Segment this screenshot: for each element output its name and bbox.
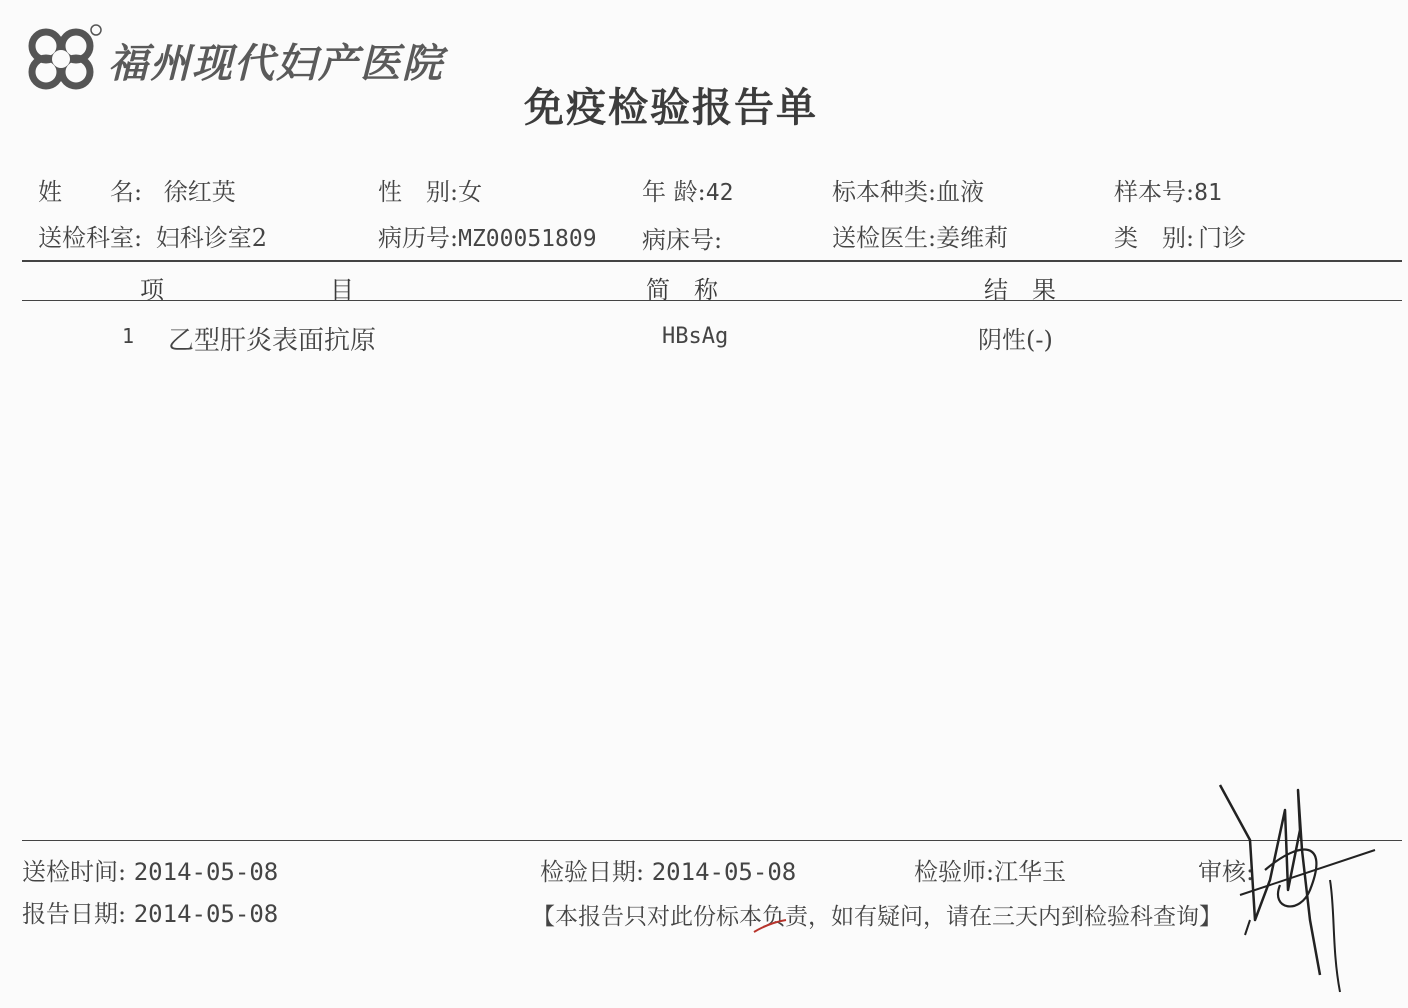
- category-field: [1114, 218, 1246, 253]
- reviewer-label: 审核:: [1198, 858, 1255, 886]
- patient-sex-value: 女: [458, 178, 483, 206]
- table-top-rule: [22, 260, 1402, 262]
- patient-sex-label: 性 别:: [378, 178, 459, 206]
- row-index: 1: [122, 324, 135, 348]
- column-header-item-1: 项: [140, 276, 164, 304]
- test-date-value: 2014-05-08: [651, 858, 797, 886]
- send-time-value: 2014-05-08: [133, 858, 279, 886]
- department-label: 送检科室:: [38, 224, 143, 252]
- row-result: 阴性(-): [978, 326, 1053, 354]
- medical-record-value: MZ00051809: [458, 226, 597, 252]
- column-header-result: 结 果: [984, 276, 1056, 304]
- department-value: 妇科诊室2: [155, 224, 268, 252]
- requesting-doctor-value: 姜维莉: [936, 224, 1009, 252]
- specimen-type-field: [832, 172, 984, 207]
- send-time-field: [22, 852, 278, 887]
- patient-age-label: 年 龄:: [642, 178, 706, 206]
- sample-number-field: [1114, 172, 1222, 207]
- report-date-value: 2014-05-08: [133, 900, 279, 928]
- specimen-type-value: 血液: [936, 178, 985, 206]
- reviewer-signature-icon: [1210, 770, 1390, 1000]
- medical-record-label: 病历号:: [378, 224, 459, 252]
- table-header-rule: [22, 300, 1402, 301]
- sample-number-value: 81: [1194, 180, 1222, 206]
- test-date-label: 检验日期:: [540, 858, 645, 886]
- patient-name-field: [38, 172, 236, 207]
- report-date-label: 报告日期:: [22, 900, 127, 928]
- requesting-doctor-label: 送检医生:: [832, 224, 937, 252]
- sample-number-label: 样本号:: [1114, 178, 1195, 206]
- bed-number-field: [642, 220, 722, 255]
- technician-value: 江华玉: [994, 858, 1067, 886]
- hospital-name: 福州现代妇产医院: [108, 40, 444, 87]
- department-field: [38, 218, 267, 253]
- row-abbreviation: HBsAg: [662, 324, 729, 349]
- category-label: 类 别:: [1114, 224, 1195, 252]
- patient-age-value: 42: [705, 180, 734, 206]
- requesting-doctor-field: [832, 218, 1008, 253]
- bed-number-label: 病床号:: [642, 226, 723, 254]
- technician-label: 检验师:: [914, 858, 995, 886]
- report-title: 免疫检验报告单: [524, 84, 818, 131]
- test-date-field: [540, 852, 796, 887]
- report-date-field: [22, 894, 278, 929]
- patient-name-value: 徐红英: [163, 178, 236, 206]
- patient-age-field: [642, 172, 733, 207]
- patient-name-label: 姓 名:: [38, 178, 143, 206]
- column-header-abbreviation: 简 称: [646, 276, 718, 304]
- category-value: 门诊: [1198, 224, 1247, 252]
- technician-field: [914, 852, 1066, 887]
- disclaimer-text: 【本报告只对此份标本负责，如有疑问，请在三天内到检验科查询】: [532, 904, 1222, 930]
- red-pen-mark-icon: [752, 916, 788, 936]
- column-header-item-2: 目: [330, 276, 354, 304]
- specimen-type-label: 标本种类:: [832, 178, 937, 206]
- medical-record-field: [378, 218, 597, 253]
- hospital-logo-icon: [26, 24, 102, 94]
- send-time-label: 送检时间:: [22, 858, 127, 886]
- patient-sex-field: [378, 172, 482, 207]
- row-item-name: 乙型肝炎表面抗原: [168, 326, 377, 356]
- footer-rule: [22, 840, 1402, 841]
